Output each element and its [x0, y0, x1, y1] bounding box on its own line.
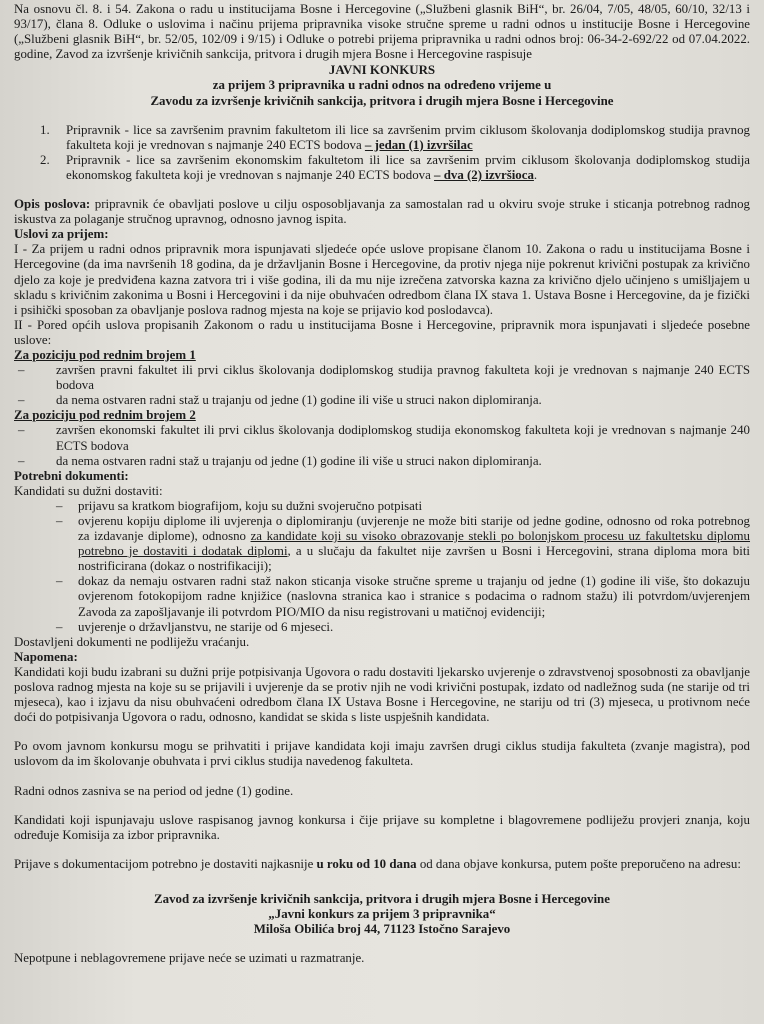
job-description-text: pripravnik će obavljati poslove u cilju osposobljavanja za samostalan rad u okviru svoje struke i sticanja potrebnog radnog iskustva za polaganje stručnog upravnog, odnosno javnog ispita. — [14, 197, 751, 227]
document-text: , a u slučaju da fakultet nije završen u Bosni i Hercegovini, strana diploma mora biti nostrificirana (dokaz o nostrifikaciji); — [78, 544, 750, 574]
requirement-text: završen ekonomski fakultet ili prvi ciklus školovanja dodiplomskog studija ekonomskog fakulteta koji je vrednovan s najmanje 240 ECTS bodova — [56, 423, 750, 453]
requirement-text: da nema ostvaren radni staž u trajanju od jedne (1) godine ili više u struci nakon diplomiranja. — [56, 393, 542, 408]
document-text: ovjerenu kopiju diplome ili uvjerenja o diplomiranju (uvjerenje ne može biti starije od jedne godine, odnosno od roka potrebnog za izdavanje diplome), odnosno — [78, 514, 750, 544]
documents-heading: Potrebni dokumenti: — [14, 468, 129, 483]
intro-paragraph: Na osnovu čl. 8. i 54. Zakona o radu u institucijama Bosne i Hercegovine („Službeni glasnik BiH“, br. 26/04, 7/05, 48/05, 60/10, 32/13 i 93/17), člana 8. Odluke o uslovima i načinu prijema pripravnika visoke stručne spreme u radni odnos u institucije Bosne i Hercegovine („Službeni glasnik BiH“, br. 52/05, 102/09 i 9/15) i Odluke o potrebi prijema pripravnika u radni odnos broj: 06-34-2-692/22 od 07.04.2022. godine, Zavod za izvršenje krivičnih sankcija, pritvora i drugih mjera Bosne i Hercegovine raspisuje — [14, 2, 750, 62]
notice-subtitle-2: Zavodu za izvršenje krivičnih sankcija, pritvora i drugih mjera Bosne i Hercegovine — [150, 93, 614, 108]
document-item: – dokaz da nemaju ostvaren radni staž nakon sticanja visoke stručne spreme u trajanju od jedne (1) godine ili više, što dokazuju ovjerenom fotokopijom radne knjižice (naslovna stranica kao i stranice s podacima o radnom stažu) ili potvrdom/uvjerenjem Zavoda za zapošljavanje ili potvrdom PIO/MIO da nisu registrovani u matičnoj evidenciji; — [56, 574, 750, 619]
position-item-2 — [14, 153, 750, 183]
position-2-heading: Za poziciju pod rednim brojem 2 — [14, 408, 196, 423]
knowledge-test-paragraph: Kandidati koji ispunjavaju uslove raspisanog javnog konkursa i čije prijave su kompletne i blagovremene podliježu provjeri znanja, koju određuje Komisija za izbor pripravnika. — [14, 812, 750, 842]
requirement-text: završen pravni fakultet ili prvi ciklus školovanja dodiplomskog studija pravnog fakulteta koji je vrednovan s najmanje 240 ECTS bodova — [56, 363, 750, 393]
notice-subtitle-1: za prijem 3 pripravnika u radni odnos na određeno vrijeme u — [212, 78, 552, 93]
document-text-underlined: za kandidate koji su visoko obrazovanje stekli po bolonjskom procesu uz fakultetsku diplomu potrebno je dostaviti i dodatak diplomi — [78, 529, 751, 559]
requirements-heading: Uslovi za prijem: — [14, 227, 109, 242]
position-2-requirement: – završen ekonomski fakultet ili prvi ciklus školovanja dodiplomskog studija ekonomskog fakulteta koji je vrednovan s najmanje 240 ECTS bodova — [18, 423, 750, 453]
note-heading: Napomena: — [14, 649, 78, 664]
positions-list — [14, 123, 750, 183]
address-street: Miloša Obilića broj 44, 71123 Istočno Sarajevo — [253, 922, 511, 937]
position-count: – jedan (1) izvršilac — [364, 137, 473, 152]
notice-title: JAVNI KONKURS — [328, 63, 436, 78]
submission-deadline: u roku od 10 dana — [316, 856, 417, 871]
submission-paragraph — [14, 857, 750, 872]
special-requirements-intro: II - Pored općih uslova propisanih Zakonom o radu u institucijama Bosne i Hercegovine, pripravnik mora ispunjavati i sljedeće posebne uslove: — [14, 317, 750, 347]
position-description: Pripravnik - lice sa završenim pravnim fakultetom ili lice sa završenim prvim ciklusom školovanja dodiplomskog studija pravnog fakulteta koji je vrednovan s najmanje 240 ECTS bodova — [66, 122, 750, 152]
position-number: 2. — [40, 152, 50, 167]
submission-text: Prijave s dokumentacijom potrebno je dostaviti najkasnije — [14, 856, 317, 871]
document-text: prijavu sa kratkom biografijom, koju su dužni svojeručno potpisati — [78, 498, 423, 513]
position-1-heading: Za poziciju pod rednim brojem 1 — [14, 347, 196, 362]
employment-period-paragraph: Radni odnos zasniva se na period od jedne (1) godine. — [14, 783, 294, 798]
position-suffix: . — [533, 167, 538, 182]
requirement-text: da nema ostvaren radni staž u trajanju od jedne (1) godine ili više u struci nakon diplomiranja. — [56, 453, 542, 468]
master-degree-paragraph: Po ovom javnom konkursu mogu se prihvatiti i prijave kandidata koji imaju završen drugi ciklus studija fakulteta (zvanje magistra), pod uslovom da im školovanje obuhvata i prvi ciklus studija navedenog fakulteta. — [14, 739, 750, 769]
position-number: 1. — [40, 122, 50, 137]
address-institution: Zavod za izvršenje krivičnih sankcija, pritvora i drugih mjera Bosne i Hercegovine — [154, 891, 610, 906]
document-text: dokaz da nemaju ostvaren radni staž nakon sticanja visoke stručne spreme u trajanju od jedne (1) godine ili više, što dokazuju ovjerenom fotokopijom radne knjižice (naslovna stranica kao i stranice s podacima o radnom stažu) ili potvrdom/uvjerenjem Zavoda za zapošljavanje ili potvrdom PIO/MIO da nisu registrovani u matičnoj evidenciji; — [78, 574, 750, 619]
general-requirements: I - Za prijem u radni odnos pripravnik mora ispunjavati sljedeće opće uslove propisane članom 10. Zakona o radu u institucijama Bosne i Hercegovine (da ima navršenih 18 godina, da je državljanin Bosne i Hercegovine, da protiv njega nije pokrenut krivični postupak za krivično djelo za koje je predviđena kazna zatvora tri i više godina, ili da mu nije izrečena zatvorska kazna za krivično djelo učinjeno s umišljajem u skladu s krivičnim zakonima u Bosni i Hercegovini i da nije obuhvaćen odredbom člana IX stava 1. Ustava Bosne i Hercegovine, da je fizički i psihički sposoban za obavljanje poslova radnog mjesta na koje se prijavio kod poslodavca). — [14, 242, 750, 317]
address-subject: „Javni konkurs za prijem 3 pripravnika“ — [268, 906, 496, 921]
position-item-1 — [14, 123, 750, 153]
job-description — [14, 197, 750, 227]
position-count: – dva (2) izvršioca — [434, 167, 534, 182]
documents-intro: Kandidati su dužni dostaviti: — [14, 483, 163, 498]
document-text: uvjerenje o državljanstvu, ne starije od 6 mjeseci. — [78, 619, 334, 634]
position-1-requirement: – da nema ostvaren radni staž u trajanju od jedne (1) godine ili više u struci nakon diplomiranja. — [18, 393, 542, 408]
submission-text: od dana objave konkursa, putem pošte preporučeno na adresu: — [416, 856, 741, 871]
document-item: – ovjerenu kopiju diplome ili uvjerenja o diplomiranju (uvjerenje ne može biti starije od jedne godine, odnosno od roka potrebnog za izdavanje diplome), odnosno za kandidate koji su visoko obrazovanje stekli po bolonjskom procesu uz fakultetsku diplomu potrebno je dostaviti i dodatak diplomi, a u slučaju da fakultet nije završen u Bosni i Hercegovini, strana diploma mora biti nostrificirana (dokaz o nostrifikaciji); — [56, 514, 751, 574]
documents-note: Dostavljeni dokumenti ne podliježu vraćanju. — [14, 634, 250, 649]
document-item: – uvjerenje o državljanstvu, ne starije od 6 mjeseci. — [56, 619, 334, 634]
closing-note: Nepotpune i neblagovremene prijave neće se uzimati u razmatranje. — [14, 951, 365, 966]
note-text: Kandidati koji budu izabrani su dužni prije potpisivanja Ugovora o radu dostaviti ljekarsko uvjerenje o zdravstvenoj sposobnosti za obavljanje poslova radnog mjesta na koje su se prijavili i uvjerenje da se protiv njih ne vodi krivični postupak, izdato od nadležnog suda (ne starije od tri mjeseca), kao i izjavu da nisu obuhvaćeni odredbom člana IX Ustava Bosne i Hercegovine, ne stariju od tri (3) mjeseca, u protivnom neće doći do potpisivanja Ugovora o radu, odnosno, kandidat se skida s liste uspješnih kandidata. — [14, 664, 750, 725]
document-item: – prijavu sa kratkom biografijom, koju su dužni svojeručno potpisati — [56, 498, 423, 513]
position-description: Pripravnik - lice sa završenim ekonomskim fakultetom ili lice sa završenim prvim ciklusom školovanja dodiplomskog studija ekonomskog fakulteta koji je vrednovan s najmanje 240 ECTS bodova — [66, 152, 750, 182]
job-description-label: Opis poslova: — [14, 197, 91, 212]
position-2-requirement: – da nema ostvaren radni staž u trajanju od jedne (1) godine ili više u struci nakon diplomiranja. — [18, 453, 542, 468]
position-1-requirement: – završen pravni fakultet ili prvi ciklus školovanja dodiplomskog studija pravnog fakulteta koji je vrednovan s najmanje 240 ECTS bodova — [18, 363, 750, 393]
